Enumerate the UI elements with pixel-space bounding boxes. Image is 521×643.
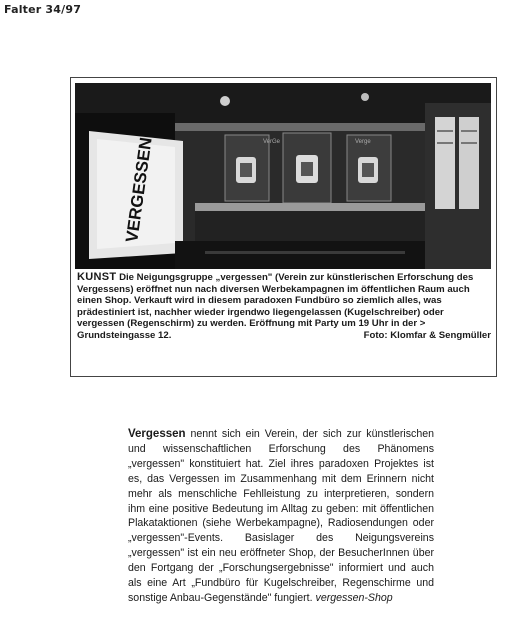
article-body: nennt sich ein Verein, der sich zur künstlerischen und wissenschaftlichen Erforschung des Phänomens „vergessen" konstituiert hat. Ziel ihres paradoxen Projektes ist es, das Vergessen im Zusammenhang mit dem Erinnern nicht mehr als menschliche Fehlleistung zu interpretieren, sondern ihm eine positive Bedeutung im Alltag zu geben: mit öffentlichen Plakataktionen (siehe Werbekampagne), Radiosendungen oder „vergessen"-Events. Basislager des Neigungsvereins „vergessen" ist ein neu eröffneter Shop, der BesucherInnen über den Fortgang der „Forschungsergebnisse" informiert und auch als eine Art „Fundbüro für Kugelschreiber, Regenschirme und sonstige Anbau-Gegenstände" fungiert. (128, 428, 435, 604)
article-text (128, 427, 434, 606)
photo-caption (77, 272, 491, 342)
shop-photo-drawing (75, 83, 491, 269)
photo-credit: Foto: Klomfar & Sengmüller (363, 329, 491, 341)
publication-header: Falter 34/97 (4, 3, 82, 16)
article-tail: vergessen-Shop (315, 591, 393, 604)
caption-kicker: KUNST (77, 271, 117, 283)
shelf-label: VerGe (263, 139, 281, 145)
banner-lettering: VERGESSEN (122, 136, 156, 244)
caption-body: Die Neigungsgruppe „vergessen" (Verein zur künstlerischen Erforschung des Vergessens) eröffnet nun nach diversen Werbekampagnen im öffentlichen Raum auch einen Shop. Verkauft wird in diesem paradoxen Fundbüro so ziemlich alles, was prädestiniert ist, nachher wieder irgendwo liegengelassen (Kugelschreiber) oder vergessen (Regenschirm) zu werden. Eröffnung mit Party um 19 Uhr in der > Grundsteingasse 12. (77, 272, 474, 341)
ceiling-lamp-icon (361, 93, 369, 101)
ceiling-lamp-icon (220, 96, 230, 106)
shelf-label: Verge (355, 139, 371, 145)
shop-photo (75, 83, 491, 269)
news-clipping (70, 77, 497, 377)
article-lead: Vergessen (128, 428, 186, 440)
